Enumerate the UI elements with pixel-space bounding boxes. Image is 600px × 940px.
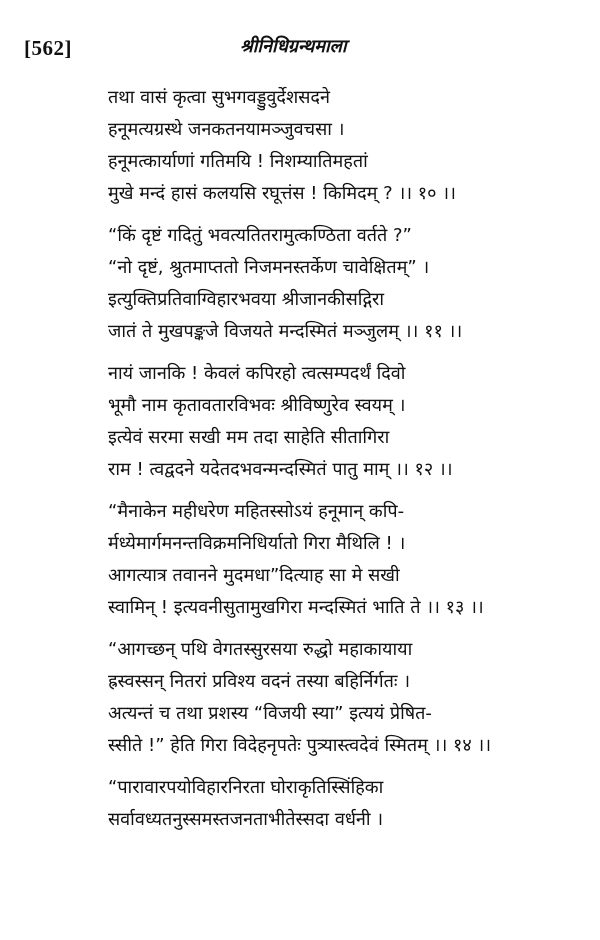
running-title: श्रीनिधिग्रन्थमाला bbox=[240, 36, 347, 57]
verse-line: हनूमत्कार्याणां गतिमयि ! निशम्यातिमहतां bbox=[108, 151, 368, 172]
verse-line: “मैनाकेन महीधरेण महितस्सोऽयं हनूमान् कपि- bbox=[108, 501, 405, 522]
verse-line: “आगच्छन् पथि वेगतस्सुरसया रुद्धो महाकायाया bbox=[108, 639, 413, 660]
verse-line: मुखे मन्दं हासं कलयसि रघूत्तंस ! किमिदम् ? ।। १० ।। bbox=[108, 183, 456, 204]
verse-line: “नो दृष्टं, श्रुतमाप्ततो निजमनस्तर्केण चावेक्षितम्” । bbox=[108, 257, 430, 278]
verse-line: “किं दृष्टं गदितुं भवत्यतितरामुत्कण्ठिता वर्तते ?” bbox=[108, 225, 412, 246]
verse-line: सर्वावध्यतनुस्समस्तजनताभीतेस्सदा वर्धनी । bbox=[108, 809, 384, 830]
stanza-15 bbox=[108, 772, 588, 836]
stanza-10 bbox=[108, 82, 588, 210]
verse-line: स्सीते !” हेति गिरा विदेहनृपतेः पुत्र्यास्त्वदेवं स्मितम् ।। १४ ।। bbox=[108, 735, 492, 756]
verse-line: नायं जानकि ! केवलं कपिरहो त्वत्सम्पदर्थं दिवो bbox=[108, 363, 406, 384]
stanza-14 bbox=[108, 634, 588, 762]
verse-line: इत्येवं सरमा सखी मम तदा साहेति सीतागिरा bbox=[108, 427, 390, 448]
verse-line: हनूमत्यग्रस्थे जनकतनयामञ्जुवचसा । bbox=[108, 119, 345, 140]
verse-line: राम ! त्वद्वदने यदेतदभवन्मन्दस्मितं पातु माम् ।। १२ ।। bbox=[108, 459, 453, 480]
verse-block bbox=[108, 82, 588, 846]
verse-line: इत्युक्तिप्रतिवाग्विहारभवया श्रीजानकीसद्गिरा bbox=[108, 289, 385, 310]
verse-line: र्मध्येमार्गमनन्तविक्रमनिधिर्यातो गिरा मैथिलि ! । bbox=[108, 533, 406, 554]
stanza-12 bbox=[108, 358, 588, 486]
stanza-13 bbox=[108, 496, 588, 624]
stanza-11 bbox=[108, 220, 588, 348]
verse-line: स्वामिन् ! इत्यवनीसुतामुखगिरा मन्दस्मितं भाति ते ।। १३ ।। bbox=[108, 597, 484, 618]
page-number: [562] bbox=[24, 36, 72, 60]
verse-line: जातं ते मुखपङ्कजे विजयते मन्दस्मितं मञ्जुलम् ।। ११ ।। bbox=[108, 321, 463, 342]
verse-line: आगत्यात्र तवानने मुदमधा”दित्याह सा मे सखी bbox=[108, 565, 400, 586]
verse-line: तथा वासं कृत्वा सुभगवड्डुवुर्देशसदने bbox=[108, 87, 330, 108]
verse-line: ह्रस्वस्सन् नितरां प्रविश्य वदनं तस्या बहिर्निर्गतः । bbox=[108, 671, 411, 692]
verse-line: “पारावारपयोविहारनिरता घोराकृतिस्सिंहिका bbox=[108, 777, 384, 798]
verse-line: भूमौ नाम कृतावतारविभवः श्रीविष्णुरेव स्वयम् । bbox=[108, 395, 406, 416]
verse-line: अत्यन्तं च तथा प्रशस्य “विजयी स्या” इत्ययं प्रेषित- bbox=[108, 703, 432, 724]
